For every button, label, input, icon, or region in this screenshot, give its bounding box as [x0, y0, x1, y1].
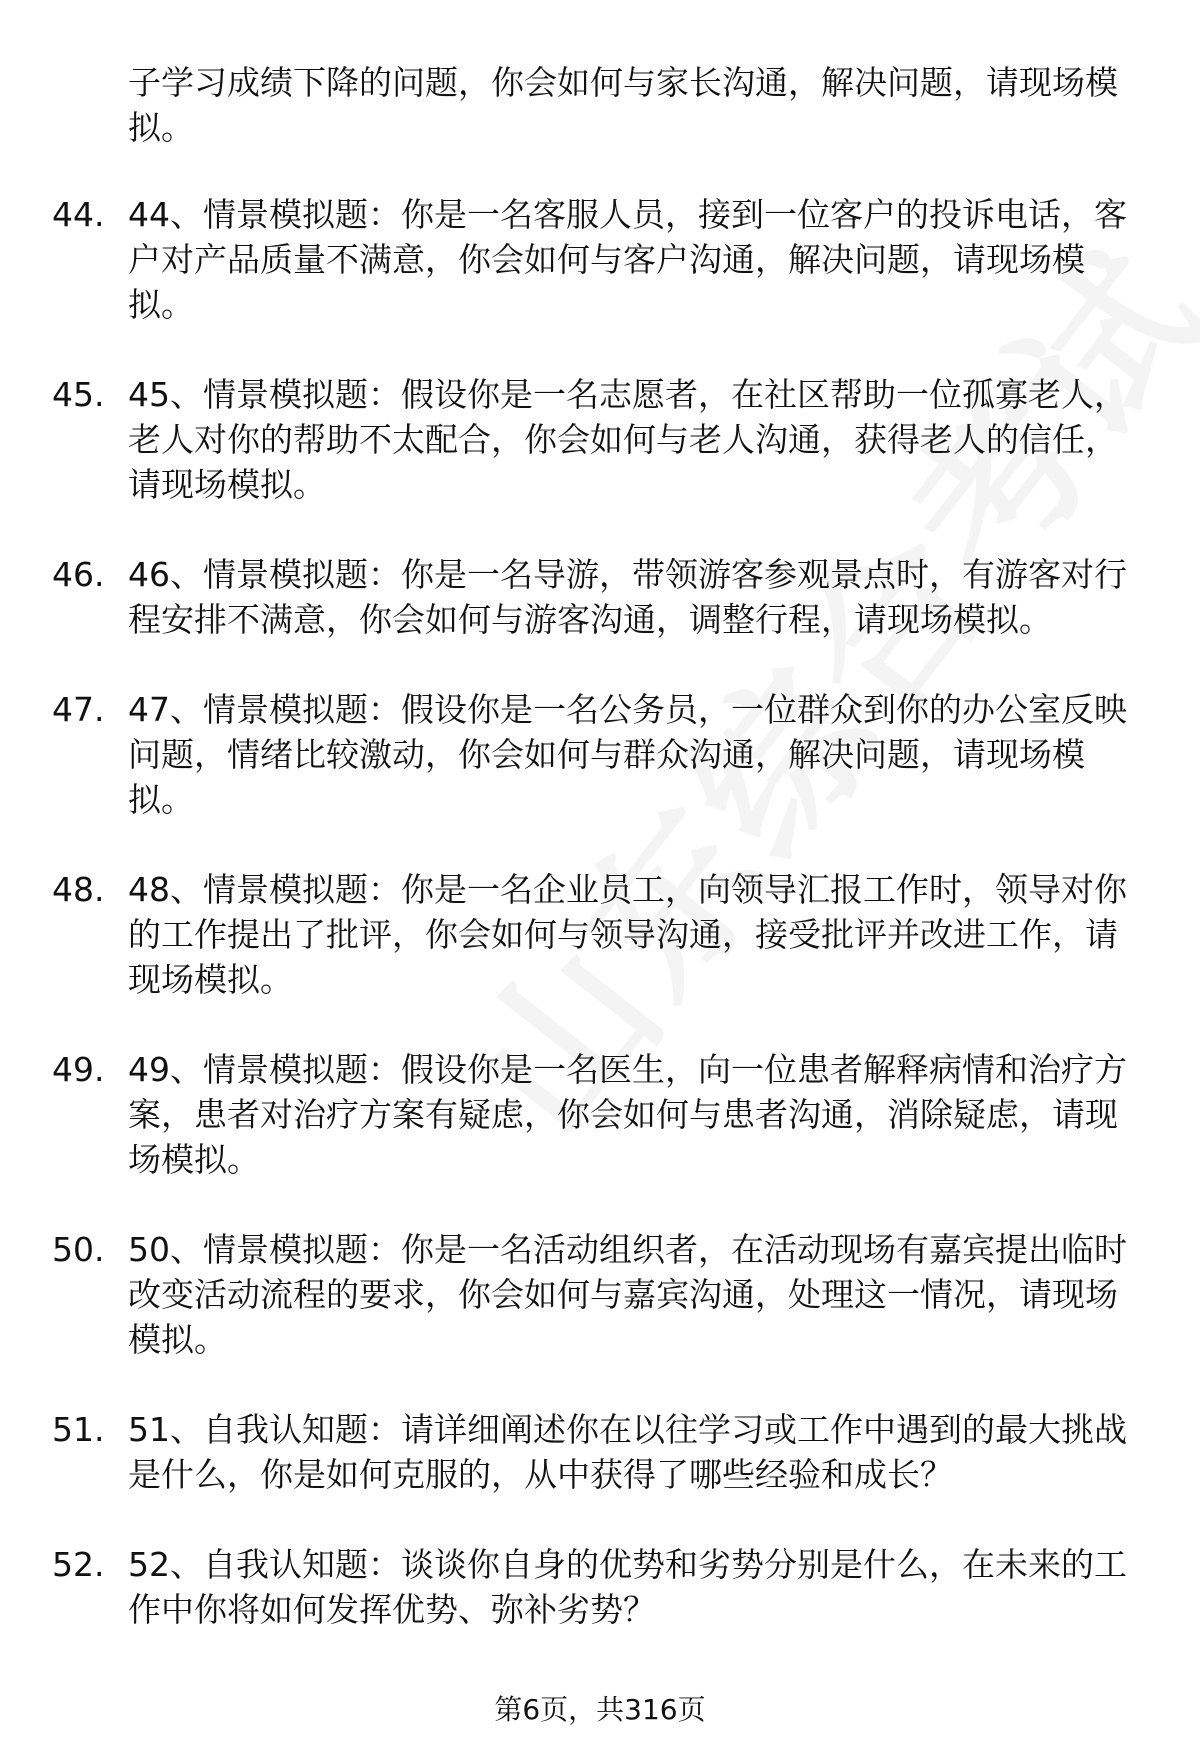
list-item: [0, 372, 1200, 507]
list-item: [0, 867, 1200, 1002]
item-text: 47、情景模拟题：假设你是一名公务员，一位群众到你的办公室反映问题，情绪比较激动，你会如何与群众沟通，解决问题，请现场模拟。: [128, 690, 1127, 819]
item-number: 48.: [52, 870, 105, 909]
item-number: 45.: [52, 375, 105, 414]
item-text: 52、自我认知题：谈谈你自身的优势和劣势分别是什么，在未来的工作中你将如何发挥优势、弥补劣势？: [128, 1545, 1127, 1629]
list-item: [0, 1227, 1200, 1362]
item-number: 46.: [52, 555, 105, 594]
list-item: [0, 192, 1200, 327]
item-number: 52.: [52, 1545, 105, 1584]
list-item: [0, 1542, 1200, 1632]
item-text: 51、自我认知题：请详细阐述你在以往学习或工作中遇到的最大挑战是什么，你是如何克服的，从中获得了哪些经验和成长？: [128, 1410, 1127, 1494]
list-item: [0, 552, 1200, 642]
item-text: 44、情景模拟题：你是一名客服人员，接到一位客户的投诉电话，客户对产品质量不满意，你会如何与客户沟通，解决问题，请现场模拟。: [128, 195, 1127, 324]
item-number: 47.: [52, 690, 105, 729]
question-list: [0, 192, 1200, 1677]
list-item: [0, 687, 1200, 822]
list-item: [0, 1407, 1200, 1497]
item-text: 50、情景模拟题：你是一名活动组织者，在活动现场有嘉宾提出临时改变活动流程的要求，你会如何与嘉宾沟通，处理这一情况，请现场模拟。: [128, 1230, 1127, 1359]
list-item: [0, 1047, 1200, 1182]
item-text: 49、情景模拟题：假设你是一名医生，向一位患者解释病情和治疗方案，患者对治疗方案有疑虑，你会如何与患者沟通，消除疑虑，请现场模拟。: [128, 1050, 1127, 1179]
continued-paragraph: 子学习成绩下降的问题，你会如何与家长沟通，解决问题，请现场模拟。: [128, 63, 1118, 147]
item-number: 51.: [52, 1410, 105, 1449]
item-text: 48、情景模拟题：你是一名企业员工，向领导汇报工作时，领导对你的工作提出了批评，你会如何与领导沟通，接受批评并改进工作，请现场模拟。: [128, 870, 1127, 999]
item-number: 50.: [52, 1230, 105, 1269]
item-text: 45、情景模拟题：假设你是一名志愿者，在社区帮助一位孤寡老人，老人对你的帮助不太配合，你会如何与老人沟通，获得老人的信任，请现场模拟。: [128, 375, 1127, 504]
item-text: 46、情景模拟题：你是一名导游，带领游客参观景点时，有游客对行程安排不满意，你会如何与游客沟通，调整行程，请现场模拟。: [128, 555, 1127, 639]
item-number: 49.: [52, 1050, 105, 1089]
item-number: 44.: [52, 195, 105, 234]
page-footer: 第6页，共316页: [494, 1693, 706, 1726]
